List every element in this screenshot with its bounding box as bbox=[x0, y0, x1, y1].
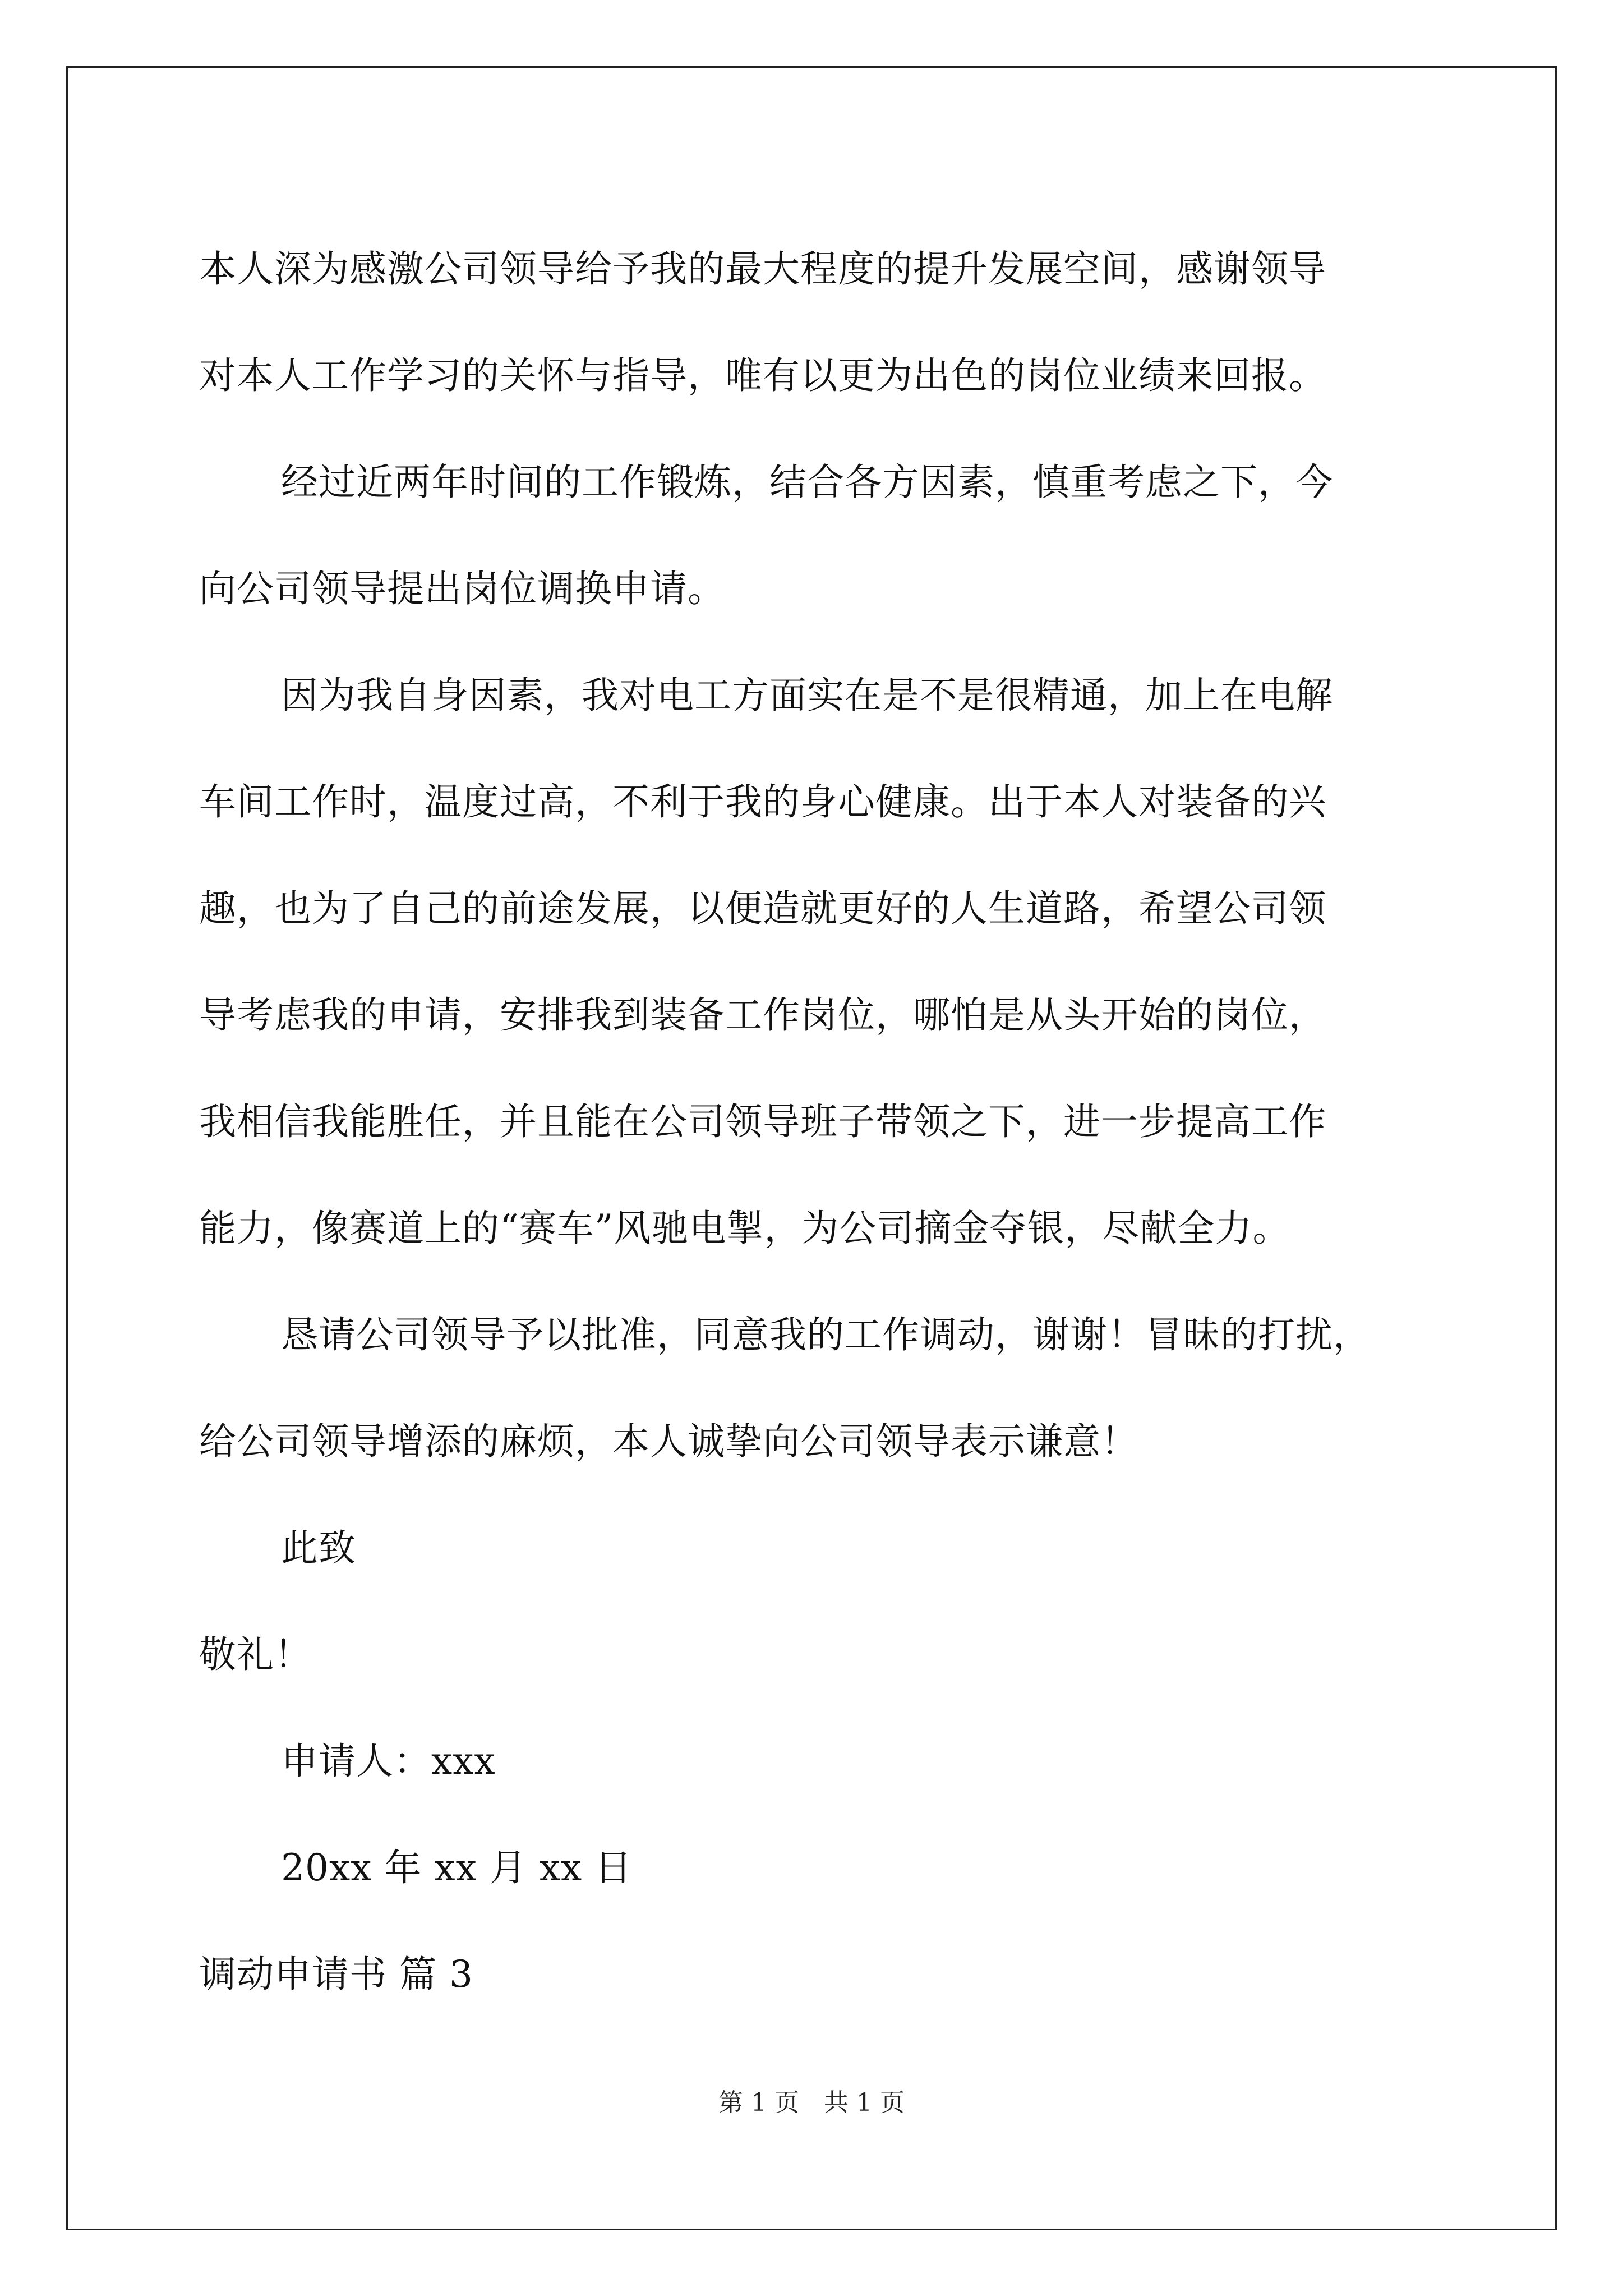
letter-date: 20xx 年 xx 月 xx 日 bbox=[281, 1846, 633, 1889]
paragraph-3-line-5: 我相信我能胜任，并且能在公司领导班子带领之下，进一步提高工作 bbox=[199, 1100, 1326, 1143]
paragraph-3-line-4: 导考虑我的申请，安排我到装备工作岗位，哪怕是从头开始的岗位， bbox=[199, 993, 1326, 1037]
paragraph-1-line-1: 本人深为感激公司领导给予我的最大程度的提升发展空间，感谢领导 bbox=[199, 247, 1326, 291]
paragraph-3-line-1: 因为我自身因素，我对电工方面实在是不是很精通，加上在电解 bbox=[281, 674, 1333, 717]
paragraph-3-line-6: 能力，像赛道上的“赛车”风驰电掣，为公司摘金夺银，尽献全力。 bbox=[199, 1207, 1290, 1250]
next-section-title: 调动申请书 篇 3 bbox=[199, 1953, 473, 1996]
paragraph-3-line-2: 车间工作时，温度过高，不利于我的身心健康。出于本人对装备的兴 bbox=[199, 780, 1326, 823]
paragraph-1-line-2: 对本人工作学习的关怀与指导，唯有以更为出色的岗位业绩来回报。 bbox=[199, 354, 1326, 397]
paragraph-4-line-1: 恳请公司领导予以批准，同意我的工作调动，谢谢！冒昧的打扰， bbox=[281, 1313, 1371, 1356]
closing-respect: 敬礼！ bbox=[199, 1633, 312, 1676]
closing-salutation: 此致 bbox=[281, 1526, 356, 1570]
paragraph-3-line-3: 趣，也为了自己的前途发展，以便造就更好的人生道路，希望公司领 bbox=[199, 887, 1326, 930]
paragraph-2-line-2: 向公司领导提出岗位调换申请。 bbox=[199, 567, 725, 610]
letter-body bbox=[199, 216, 1433, 2028]
page-footer: 第 1 页 共 1 页 bbox=[718, 2088, 905, 2117]
applicant-signature: 申请人：xxx bbox=[281, 1740, 496, 1783]
paragraph-2-line-1: 经过近两年时间的工作锻炼，结合各方因素，慎重考虑之下，今 bbox=[281, 461, 1333, 504]
paragraph-4-line-2: 给公司领导增添的麻烦，本人诚挚向公司领导表示谦意！ bbox=[199, 1420, 1138, 1463]
